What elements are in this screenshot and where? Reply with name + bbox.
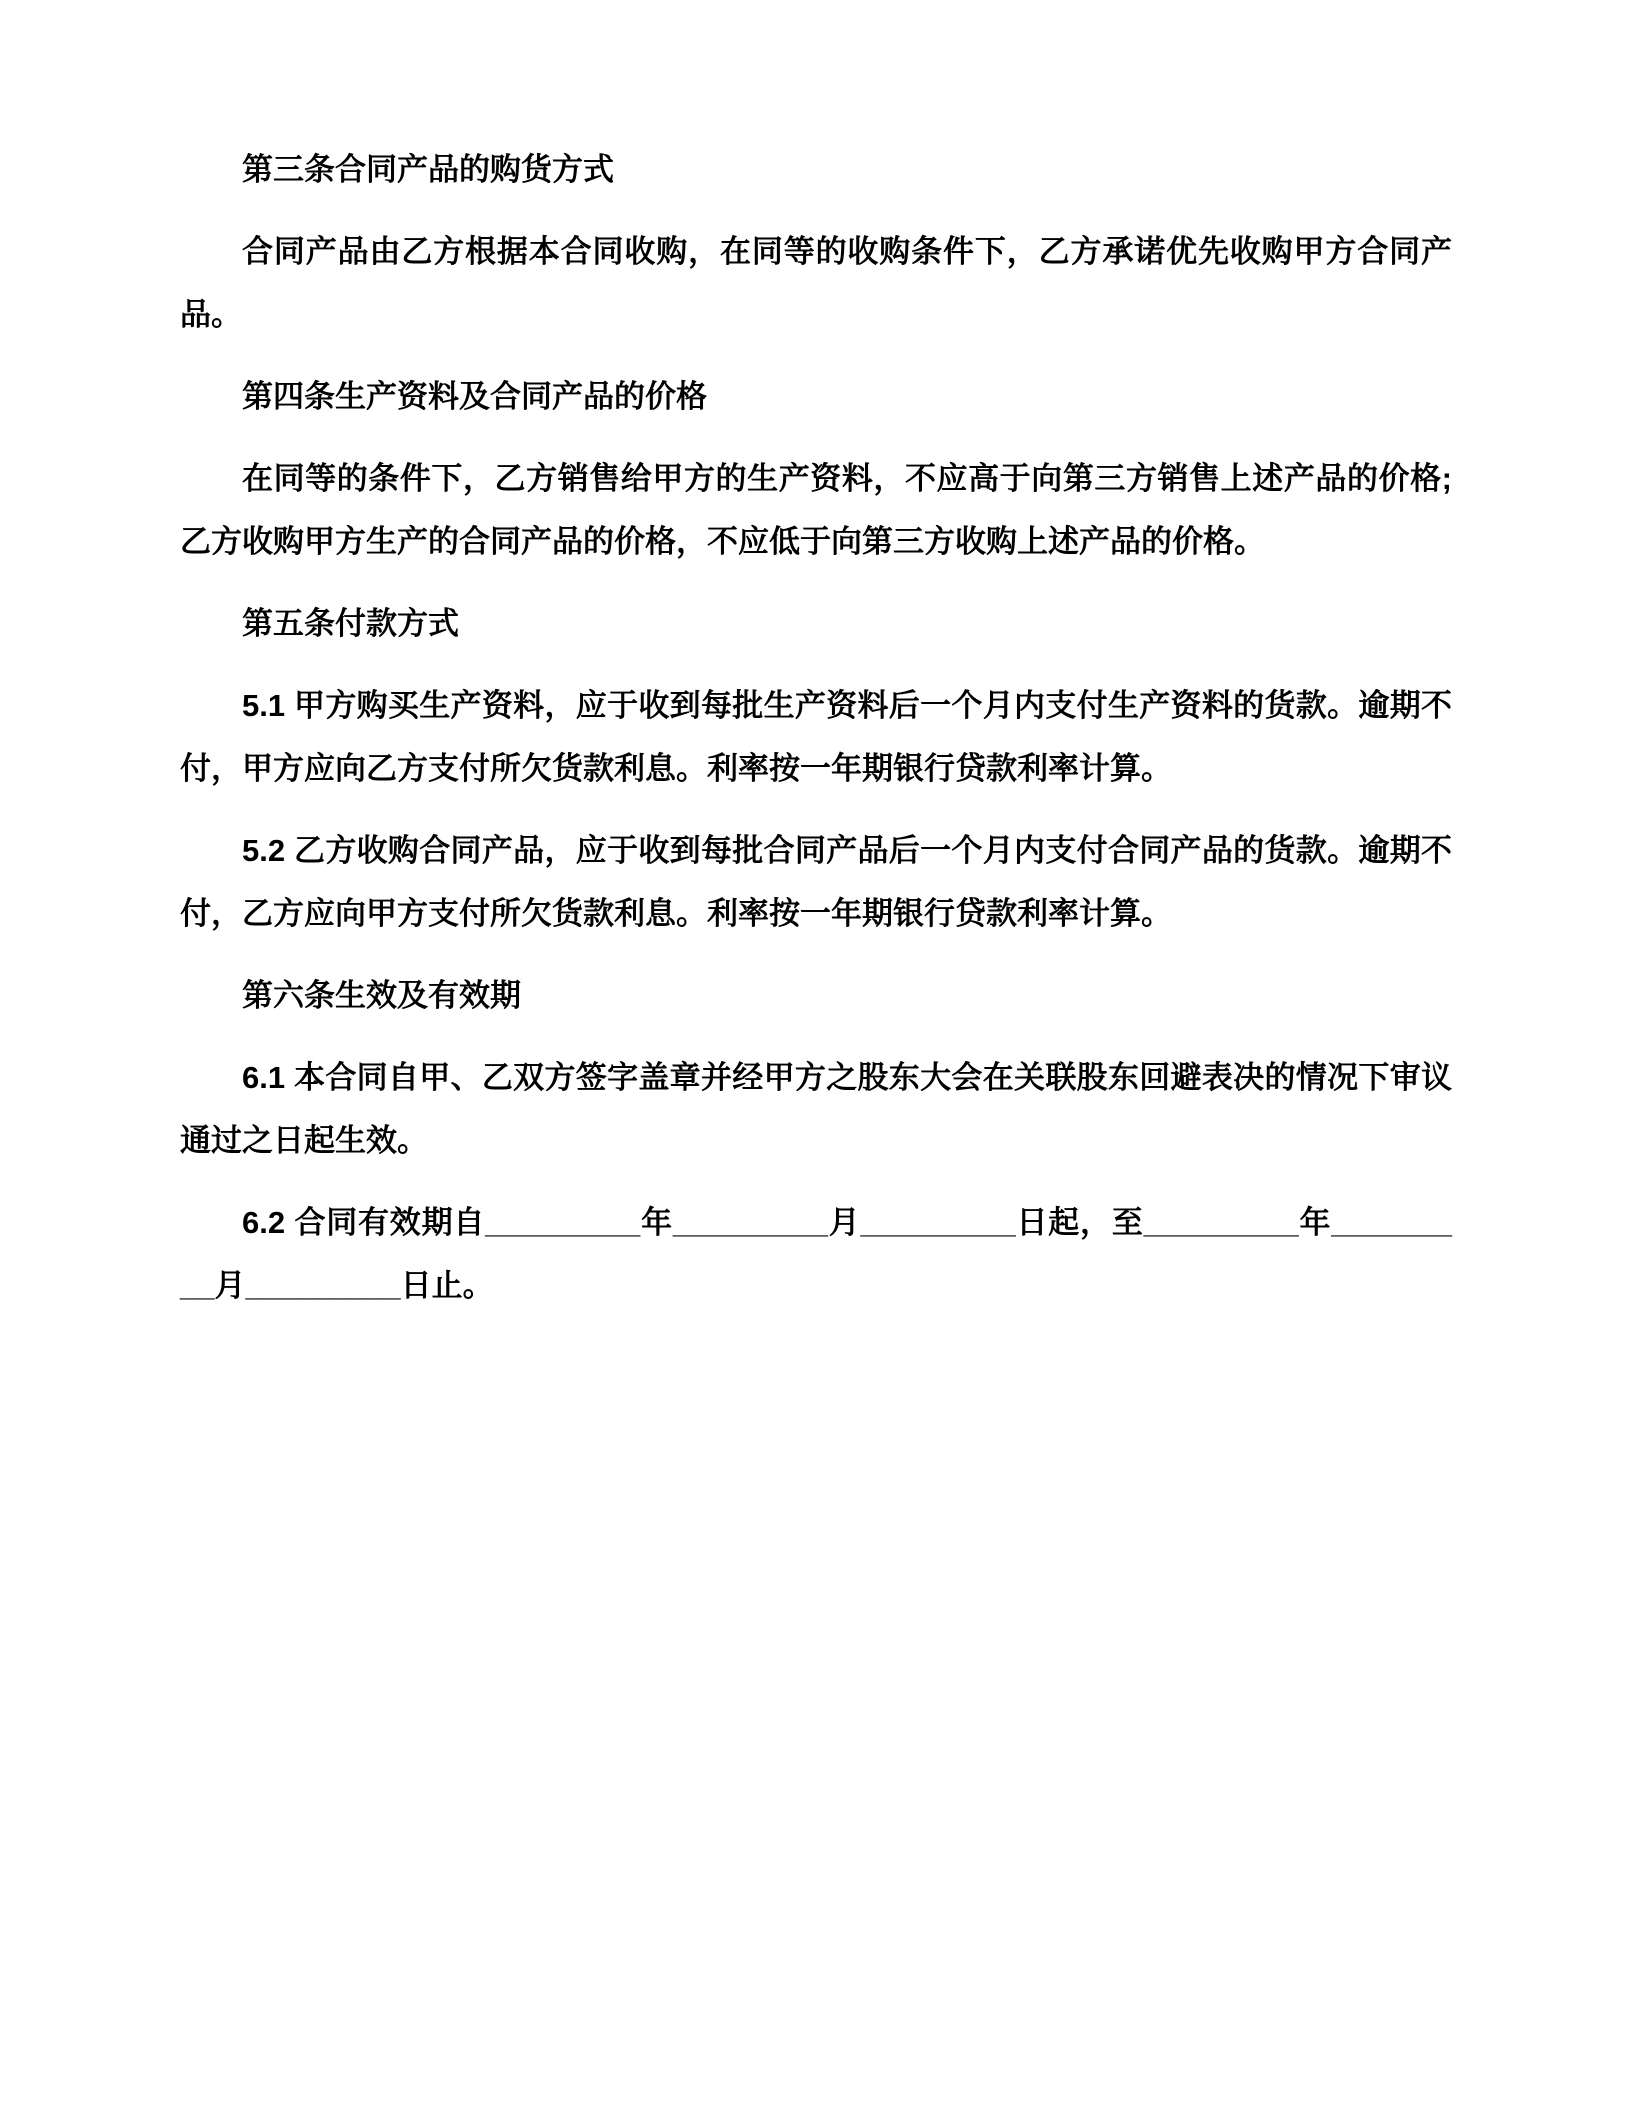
contract-heading-article-3: 第三条合同产品的购货方式: [242, 152, 614, 187]
contract-paragraph-6-2-date-blanks: 6.2 合同有效期自_________年_________月_________日起，至_________年_________月_________日止。: [180, 1205, 1452, 1303]
contract-paragraph-6-1: 6.1 本合同自甲、乙双方签字盖章并经甲方之股东大会在关联股东回避表决的情况下审议通过之日起生效。: [180, 1060, 1452, 1158]
contract-heading-article-4: 第四条生产资料及合同产品的价格: [242, 379, 707, 414]
contract-paragraph-5-2: 5.2 乙方收购合同产品，应于收到每批合同产品后一个月内支付合同产品的货款。逾期不付，乙方应向甲方支付所欠货款利息。利率按一年期银行贷款利率计算。: [180, 833, 1452, 931]
contract-paragraph: 合同产品由乙方根据本合同收购，在同等的收购条件下，乙方承诺优先收购甲方合同产品。: [180, 234, 1452, 332]
contract-heading-article-6: 第六条生效及有效期: [242, 978, 521, 1013]
contract-text-body: [180, 138, 1452, 1317]
contract-paragraph-5-1: 5.1 甲方购买生产资料，应于收到每批生产资料后一个月内支付生产资料的货款。逾期不付，甲方应向乙方支付所欠货款利息。利率按一年期银行贷款利率计算。: [180, 688, 1452, 786]
contract-paragraph: 在同等的条件下，乙方销售给甲方的生产资料，不应高于向第三方销售上述产品的价格;乙方收购甲方生产的合同产品的价格，不应低于向第三方收购上述产品的价格。: [180, 461, 1452, 559]
contract-heading-article-5: 第五条付款方式: [242, 606, 459, 641]
